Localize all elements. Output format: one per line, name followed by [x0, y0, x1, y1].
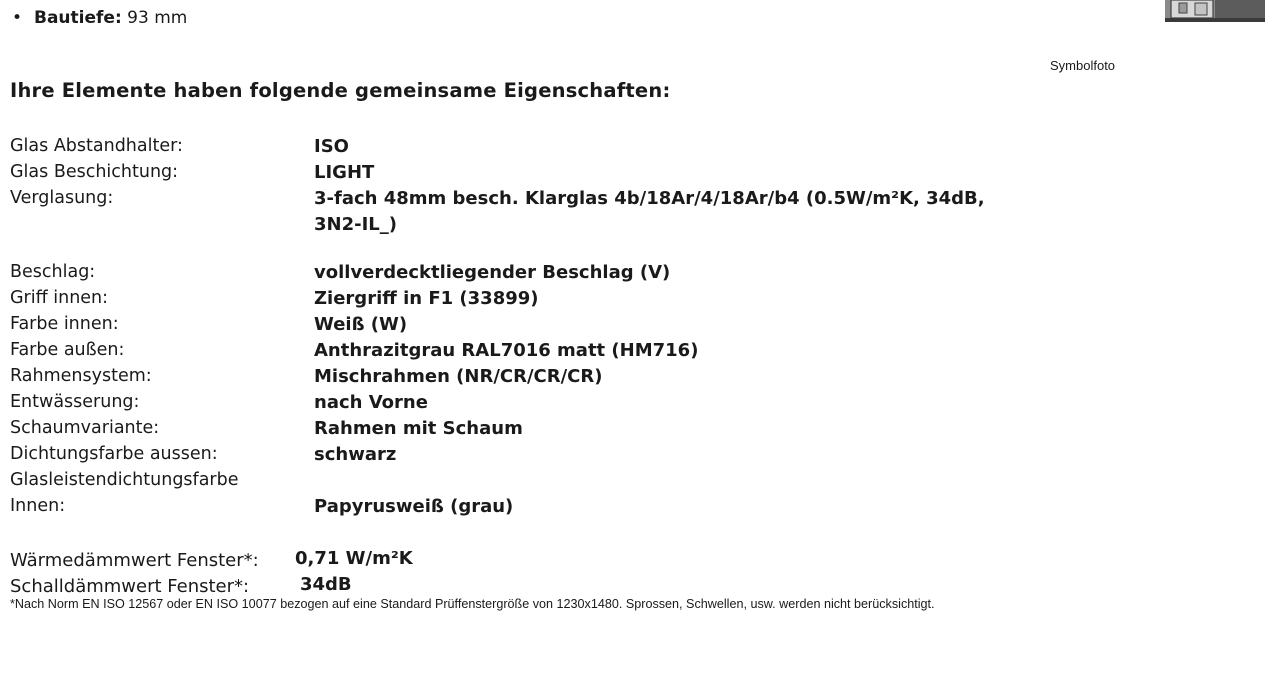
property-label: Glas Abstandhalter: [10, 136, 183, 156]
property-value: Mischrahmen (NR/CR/CR/CR) [314, 366, 603, 387]
property-label: Glas Beschichtung: [10, 162, 179, 182]
property-label: Dichtungsfarbe aussen: [10, 444, 218, 464]
rating-value: 0,71 W/m²K [295, 548, 413, 569]
rating-value: 34dB [300, 574, 352, 595]
property-label: Rahmensystem: [10, 366, 152, 386]
property-label: Griff innen: [10, 288, 109, 308]
section-heading: Ihre Elemente haben folgende gemeinsame Eigenschaften: [10, 79, 671, 102]
property-value: Anthrazitgrau RAL7016 matt (HM716) [314, 340, 699, 361]
window-profile-photo [1165, 0, 1265, 22]
property-value: vollverdecktliegender Beschlag (V) [314, 262, 671, 283]
property-label: Schaumvariante: [10, 418, 160, 438]
property-label: Beschlag: [10, 262, 96, 282]
bullet-label: Bautiefe: [34, 8, 122, 28]
photo-caption: Symbolfoto [1050, 58, 1116, 73]
property-value: Papyrusweiß (grau) [314, 496, 514, 517]
property-label: Glasleistendichtungsfarbe [10, 470, 239, 490]
property-value: Weiß (W) [314, 314, 408, 335]
bullet-value: 93 mm [127, 8, 188, 28]
property-value: Ziergriff in F1 (33899) [314, 288, 539, 309]
property-value-continued: 3N2-IL_) [314, 214, 397, 235]
bullet-bautiefe [12, 8, 187, 28]
footnote: *Nach Norm EN ISO 12567 oder EN ISO 10077 bezogen auf eine Standard Prüffenstergröße von 1230x1480. Sprossen, Schwellen, usw. werden nicht berücksichtigt. [10, 597, 935, 611]
bullet-dot-icon: • [12, 8, 23, 28]
property-value: 3-fach 48mm besch. Klarglas 4b/18Ar/4/18Ar/b4 (0.5W/m²K, 34dB, [314, 188, 985, 209]
property-value: ISO [314, 136, 349, 157]
rating-label: Schalldämmwert Fenster*: [10, 576, 250, 597]
property-value: nach Vorne [314, 392, 428, 413]
property-label: Farbe innen: [10, 314, 119, 334]
property-value: Rahmen mit Schaum [314, 418, 523, 439]
rating-label: Wärmedämmwert Fenster*: [10, 550, 259, 571]
property-value: schwarz [314, 444, 397, 465]
property-value: LIGHT [314, 162, 375, 183]
property-label: Farbe außen: [10, 340, 125, 360]
property-label: Verglasung: [10, 188, 114, 208]
property-label: Entwässerung: [10, 392, 140, 412]
property-label-continued: Innen: [10, 496, 66, 516]
